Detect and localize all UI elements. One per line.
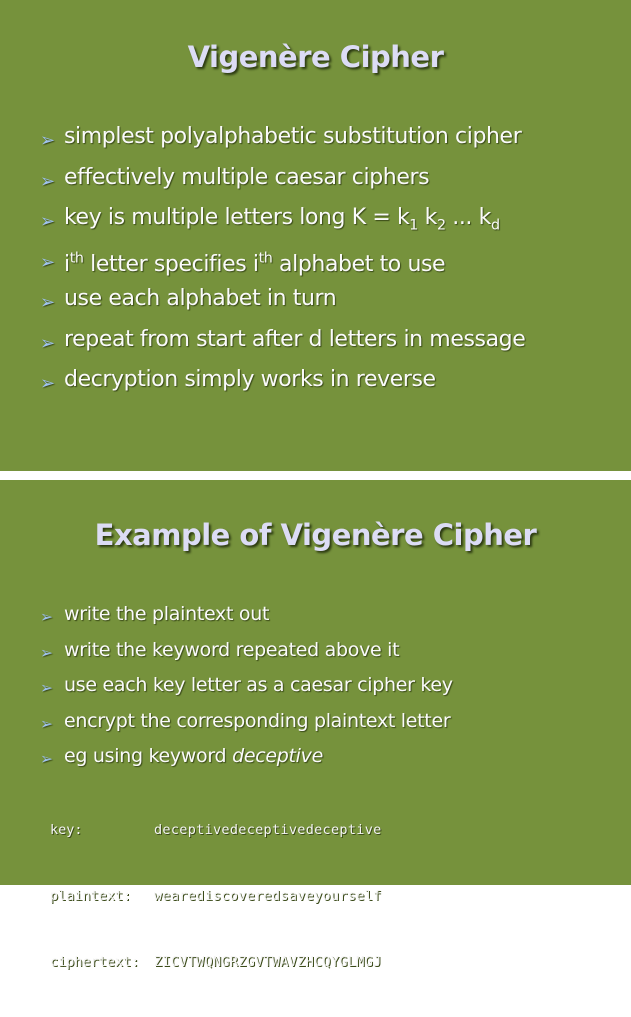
bullet-text: repeat from start after d letters in message xyxy=(64,326,526,352)
arrow-bullet-icon: ➢ xyxy=(40,714,53,733)
slide-title: Example of Vigenère Cipher xyxy=(94,518,537,552)
bullet-item xyxy=(40,599,453,635)
ith-part1: i xyxy=(64,251,70,277)
bullet-item xyxy=(40,202,525,243)
bullet-text-eg xyxy=(64,745,323,767)
ith-part3: alphabet to use xyxy=(272,251,446,277)
bullet-item xyxy=(40,243,525,284)
bullet-text: write the plaintext out xyxy=(64,603,270,625)
arrow-bullet-icon: ➢ xyxy=(40,332,55,354)
code-label: plaintext: xyxy=(50,888,132,904)
arrow-bullet-icon: ➢ xyxy=(40,170,55,192)
code-label: ciphertext: xyxy=(50,954,140,970)
subscript-1: 1 xyxy=(409,217,418,234)
bullet-text: effectively multiple caesar ciphers xyxy=(64,164,430,190)
key-text-mid2: ... k xyxy=(445,205,491,230)
bullet-item xyxy=(40,283,525,324)
bullet-item xyxy=(40,741,453,777)
code-label: key: xyxy=(50,822,83,838)
arrow-bullet-icon: ➢ xyxy=(40,643,53,662)
code-value: deceptivedeceptivedeceptive xyxy=(154,822,382,838)
bullet-text-key xyxy=(64,205,500,234)
arrow-bullet-icon: ➢ xyxy=(40,130,55,151)
bullet-item xyxy=(40,635,453,671)
key-text-mid1: k xyxy=(418,205,437,230)
bullet-item xyxy=(40,162,525,203)
subscript-2: 2 xyxy=(436,217,446,234)
bullet-list xyxy=(40,599,453,777)
arrow-bullet-icon: ➢ xyxy=(40,679,53,697)
slide-title: Vigenère Cipher xyxy=(187,40,444,74)
bullet-text: decryption simply works in reverse xyxy=(64,367,436,392)
bullet-item xyxy=(40,324,525,365)
slide-example-vigenere xyxy=(0,480,631,970)
bullet-item xyxy=(40,706,453,742)
bullet-text: simplest polyalphabetic substitution cipher xyxy=(64,124,522,149)
arrow-bullet-icon: ➢ xyxy=(40,750,53,768)
bullet-text: encrypt the corresponding plaintext letter xyxy=(64,709,451,732)
arrow-bullet-icon: ➢ xyxy=(40,251,55,273)
bullet-item xyxy=(40,364,525,405)
keyword-italic: deceptive xyxy=(232,745,323,767)
code-value: ZICVTWQNGRZGVTWAVZHCQYGLMGJ xyxy=(154,954,382,970)
ith-part2: letter specifies i xyxy=(83,251,259,277)
bullet-item xyxy=(40,121,525,162)
code-row-ciphertext xyxy=(50,951,382,973)
code-row-plaintext xyxy=(50,885,382,907)
subscript-d: d xyxy=(490,217,500,234)
bullet-list xyxy=(40,121,525,405)
key-text-prefix: key is multiple letters long K = k xyxy=(64,205,410,230)
eg-text: eg using keyword xyxy=(64,745,233,767)
arrow-bullet-icon: ➢ xyxy=(40,373,55,394)
code-row-key xyxy=(50,819,382,841)
arrow-bullet-icon: ➢ xyxy=(40,211,55,232)
bullet-text: use each key letter as a caesar cipher key xyxy=(64,674,453,696)
slide-vigenere-cipher xyxy=(0,0,631,471)
arrow-bullet-icon: ➢ xyxy=(40,292,55,313)
bullet-text: use each alphabet in turn xyxy=(64,286,337,311)
superscript-th-1: th xyxy=(69,250,84,267)
bullet-text-ith xyxy=(64,252,445,277)
bullet-item xyxy=(40,670,453,706)
arrow-bullet-icon: ➢ xyxy=(40,608,53,626)
bullet-text: write the keyword repeated above it xyxy=(64,638,400,661)
code-value: wearediscoveredsaveyourself xyxy=(154,888,382,904)
cipher-example-block xyxy=(50,775,382,1017)
superscript-th-2: th xyxy=(258,250,273,267)
